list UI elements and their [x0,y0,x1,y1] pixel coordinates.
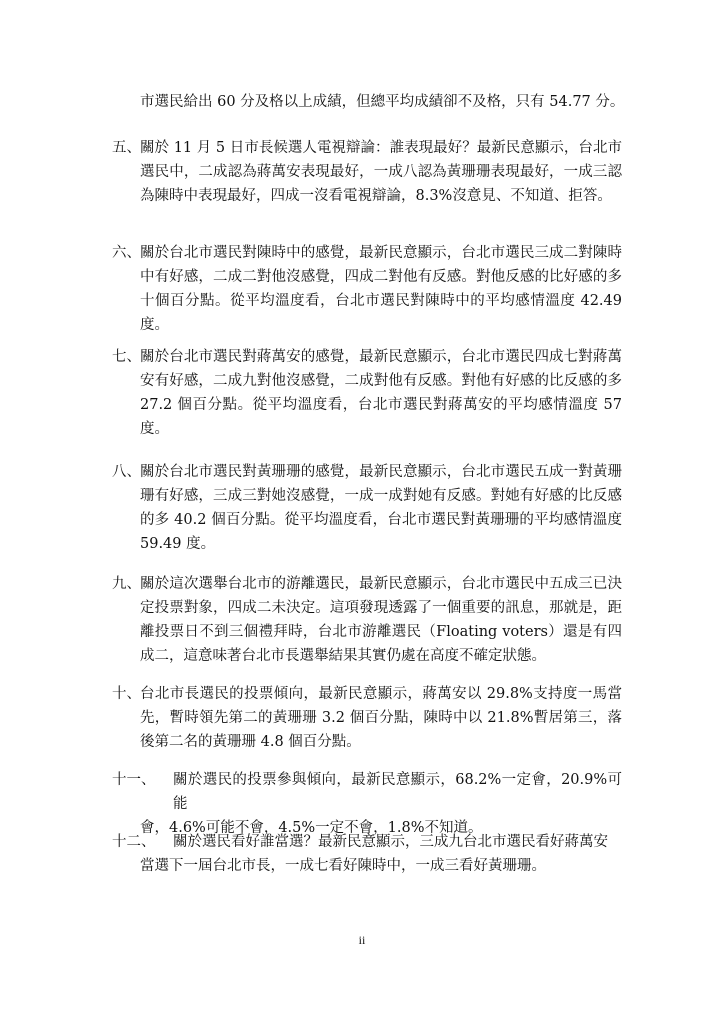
item-text [140,830,622,878]
list-item-6 [112,241,622,337]
list-item-9 [112,572,622,668]
item-number: 十一、 [112,772,156,788]
item-text: 關於台北市選民對蔣萬安的感覺，最新民意顯示，台北市選民四成七對蔣萬安有好感，二成九對他沒感覺，二成對他有反感。對他有好感的比反感的多 27.2 個百分點。從平均溫度看，台北市選民對蔣萬安的平均感情溫度 57 度。 [140,349,622,437]
item-number: 七、 [112,349,141,365]
item-text: 台北市長選民的投票傾向，最新民意顯示，蔣萬安以 29.8%支持度一馬當先，暫時領先第二的黃珊珊 3.2 個百分點，陳時中以 21.8%暫居第三，落後第二名的黃珊珊 4.8 個百分點。 [140,686,622,750]
item-text-rest: 會，4.6%可能不會，4.5%一定不會，1.8%不知道。 [140,820,483,836]
list-item-7 [112,345,622,441]
item-text-rest: 當選下一屆台北市長，一成七看好陳時中，一成三看好黃珊珊。 [140,858,546,874]
item-number: 十、 [112,686,141,702]
item-text: 關於台北市選民對黃珊珊的感覺，最新民意顯示，台北市選民五成一對黃珊珊有好感，三成三對她沒感覺，一成一成對她有反感。對她有好感的比反感的多 40.2 個百分點。從平均溫度看，台北市選民對黃珊珊的平均感情溫度 59.49 度。 [140,464,622,552]
item-number: 八、 [112,464,141,480]
list-item-5 [112,136,622,208]
list-item-12 [112,830,622,878]
item-text-first-line: 關於選民的投票參與傾向，最新民意顯示，68.2%一定會，20.9%可能 [173,772,622,812]
item-number: 十二、 [112,834,156,850]
list-item-10 [112,682,622,754]
item-text: 關於這次選舉台北市的游離選民，最新民意顯示，台北市選民中五成三已決定投票對象，四成二未決定。這項發現透露了一個重要的訊息，那就是，距離投票日不到三個禮拜時，台北市游離選民（Floating voters）還是有四成二，這意味著台北市長選舉結果其實仍處在高度不確定狀態。 [140,576,622,664]
item-number: 五、 [112,140,141,156]
continuation-paragraph: 市選民給出 60 分及格以上成績，但總平均成績卻不及格，只有 54.77 分。 [140,94,625,110]
list-item-8 [112,460,622,556]
item-number: 九、 [112,576,141,592]
item-text: 關於 11 月 5 日市長候選人電視辯論：誰表現最好？最新民意顯示，台北市選民中，二成認為蔣萬安表現最好，一成八認為黃珊珊表現最好，一成三認為陳時中表現最好，四成一沒看電視辯論，8.3%沒意見、不知道、拒答。 [140,140,622,204]
page-number: ii [358,933,366,947]
item-text-first-line: 關於選民看好誰當選？最新民意顯示，三成九台北市選民看好蔣萬安 [173,834,608,850]
item-text: 關於台北市選民對陳時中的感覺，最新民意顯示，台北市選民三成二對陳時中有好感，二成二對他沒感覺，四成二對他有反感。對他反感的比好感的多十個百分點。從平均溫度看，台北市選民對陳時中的平均感情溫度 42.49 度。 [140,245,622,333]
item-number: 六、 [112,245,141,261]
